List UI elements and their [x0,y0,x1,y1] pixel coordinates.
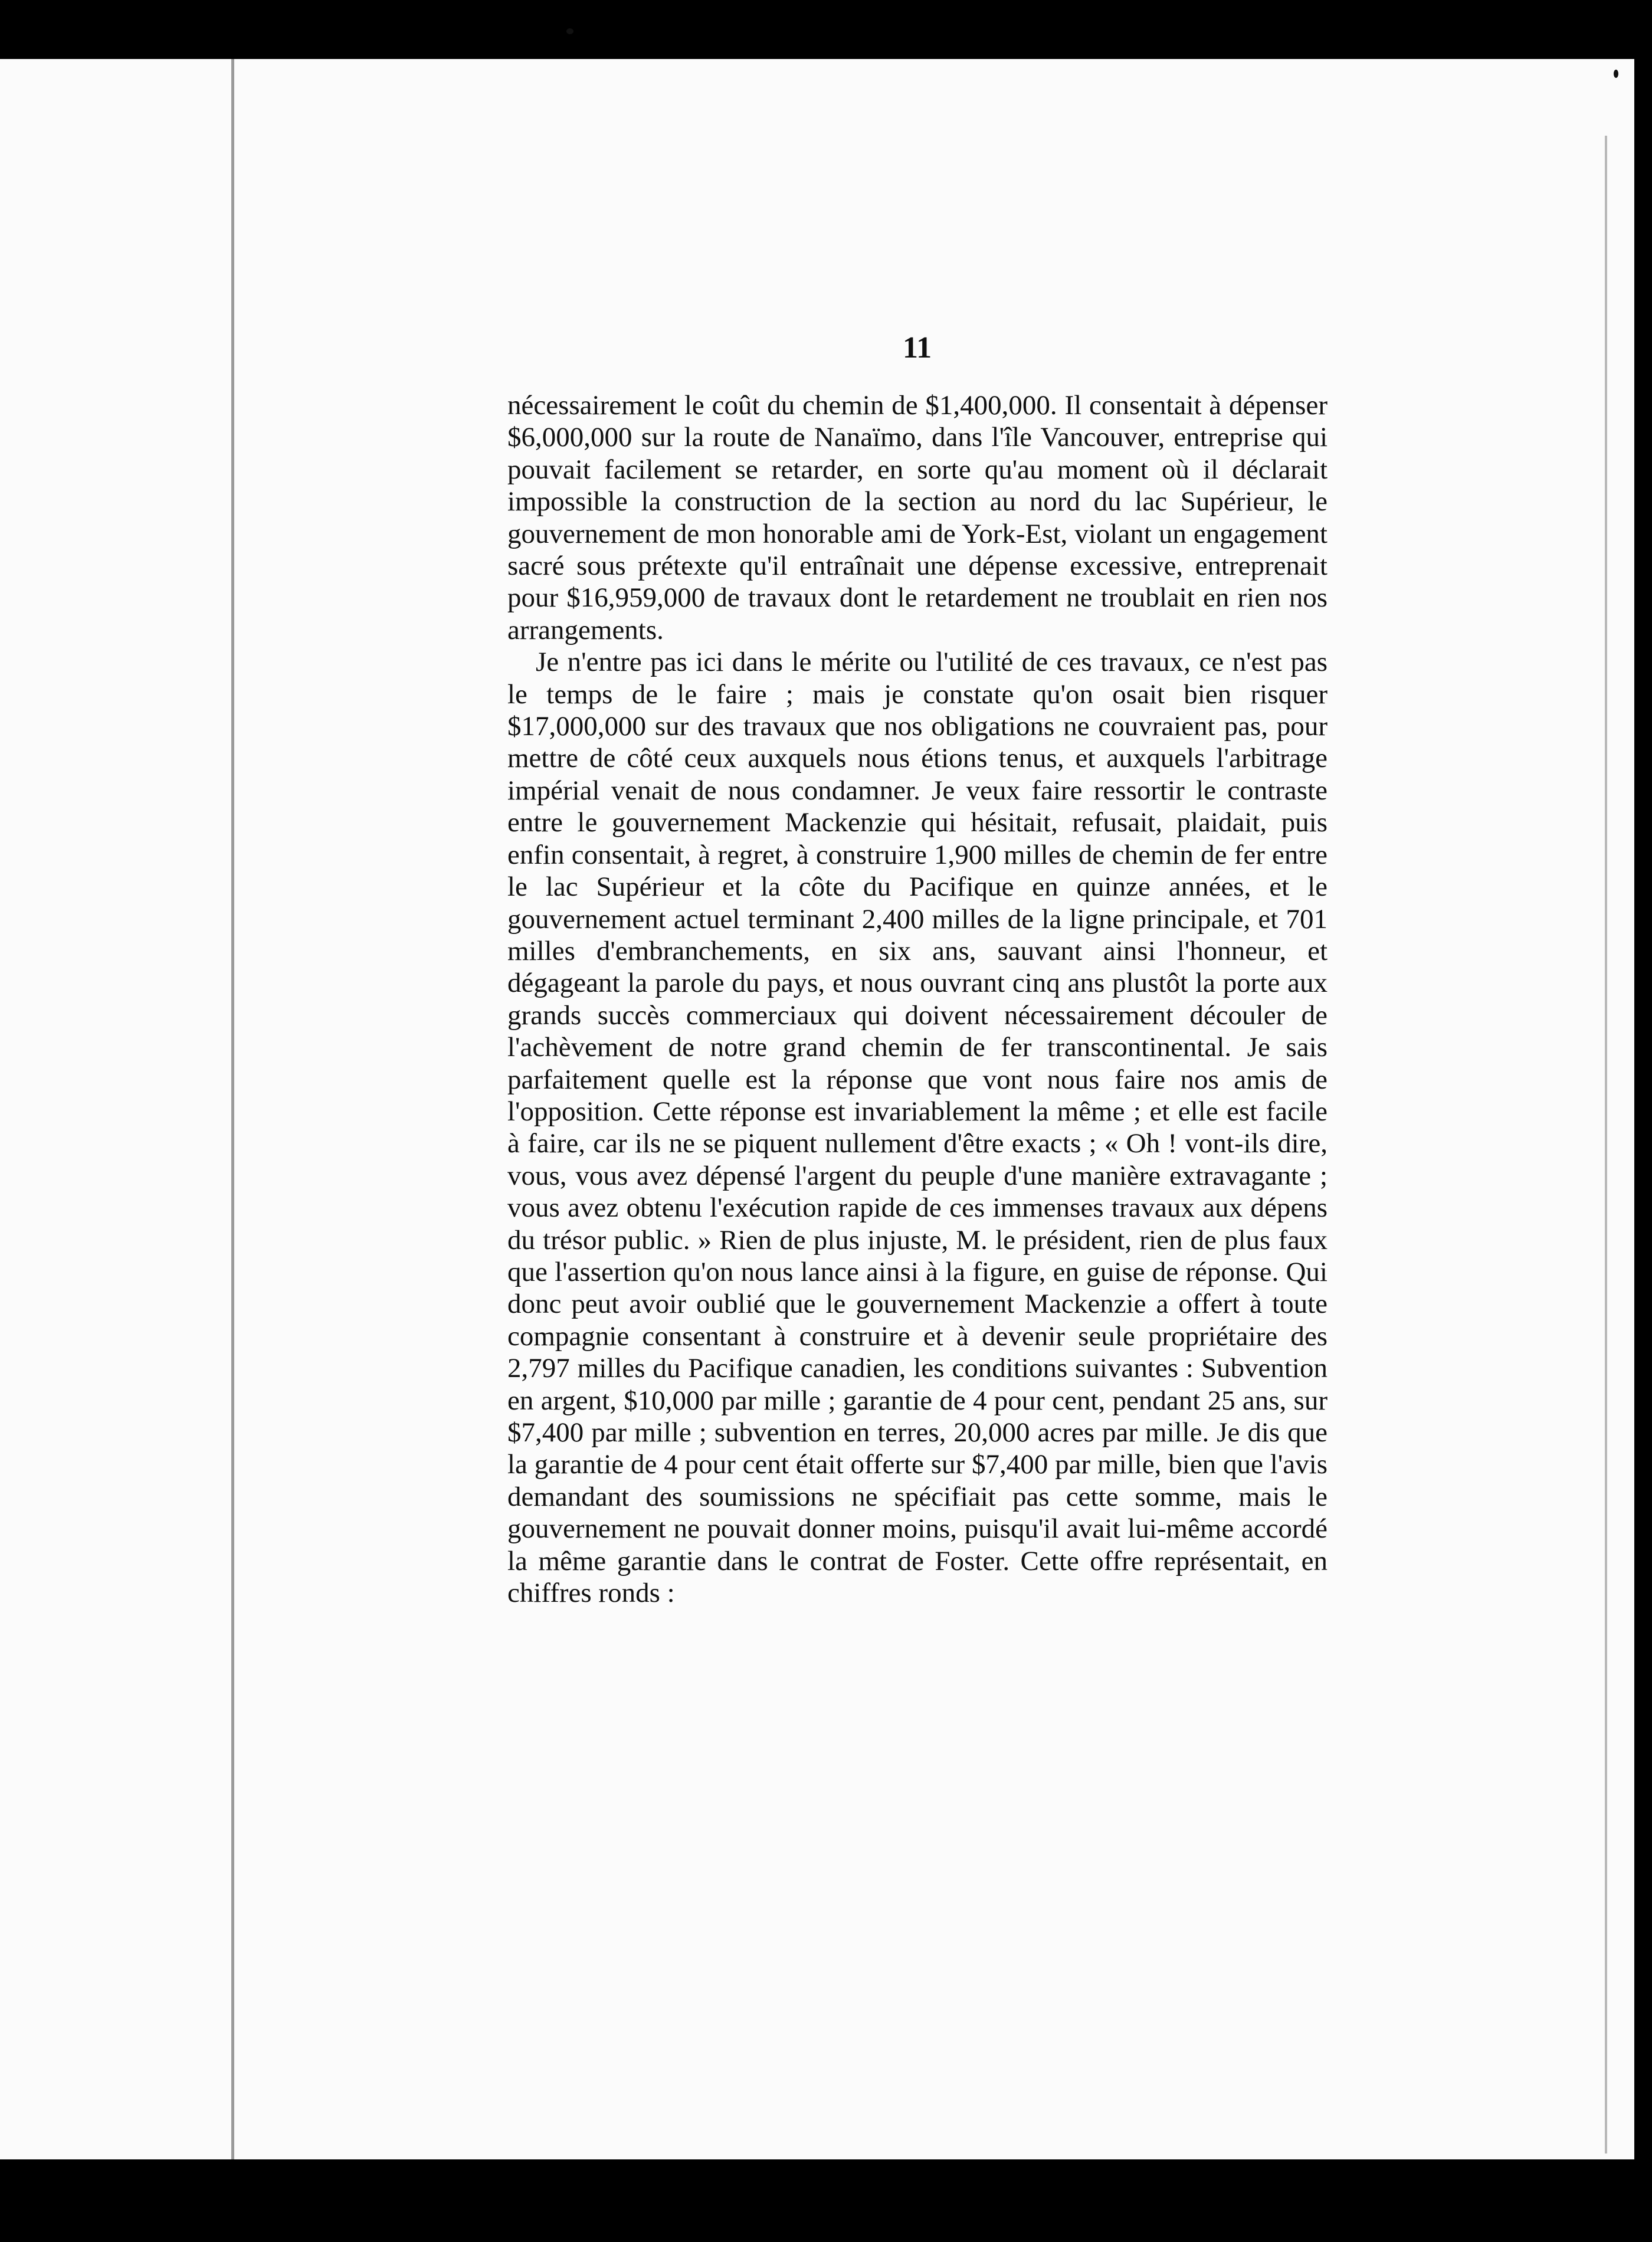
body-text [507,389,1328,1609]
scan-speck [1614,70,1618,78]
paragraph-2: Je n'entre pas ici dans le mérite ou l'utilité de ces travaux, ce n'est pas le temps de le faire ; mais je constate qu'on osait bien risquer $17,000,000 sur des travaux que nos obligations ne couvraient pas, pour mettre de côté ceux auxquels nous étions tenus, et auxquels l'arbitrage impérial venait de nous condamner. Je veux faire ressortir le contraste entre le gouvernement Mackenzie qui hésitait, refusait, plaidait, puis enfin consentait, à regret, à construire 1,900 milles de chemin de fer entre le lac Supérieur et la côte du Pacifique en quinze années, et le gouvernement actuel terminant 2,400 milles de la ligne principale, et 701 milles d'embranchements, en six ans, sauvant ainsi l'honneur, et dégageant la parole du pays, et nous ouvrant cinq ans plustôt la porte aux grands succès commerciaux qui doivent nécessairement découler de l'achèvement de notre grand chemin de fer transcontinental. Je sais parfaitement quelle est la réponse que vont nous faire nos amis de l'opposition. Cette réponse est invariablement la même ; et elle est facile à faire, car ils ne se piquent nullement d'être exacts ; « Oh ! vont-ils dire, vous, vous avez dépensé l'argent du peuple d'une manière extravagante ; vous avez obtenu l'exécution rapide de ces immenses travaux aux dépens du trésor public. » Rien de plus injuste, M. le président, rien de plus faux que l'assertion qu'on nous lance ainsi à la figure, en guise de réponse. Qui donc peut avoir oublié que le gouvernement Mackenzie a offert à toute compagnie consentant à construire et à devenir seule propriétaire des 2,797 milles du Pacifique canadien, les conditions suivantes : Subvention en argent, $10,000 par mille ; garantie de 4 pour cent, pendant 25 ans, sur $7,400 par mille ; subvention en terres, 20,000 acres par mille. Je dis que la garantie de 4 pour cent était offerte sur $7,400 par mille, bien que l'avis demandant des soumissions ne spécifiait pas cette somme, mais le gouvernement ne pouvait donner moins, puisqu'il avait lui-même accordé la même garantie dans le contrat de Foster. Cette offre représentait, en chiffres ronds : [507,647,1328,1609]
scan-speck [566,28,573,34]
page-fold-line [231,59,234,2159]
paragraph-1: nécessairement le coût du chemin de $1,400,000. Il consentait à dépenser $6,000,000 sur la route de Nanaïmo, dans l'île Vancouver, entreprise qui pouvait facilement se retarder, en sorte qu'au moment où il déclarait impossible la construction de la section au nord du lac Supérieur, le gouvernement de mon honorable ami de York-Est, violant un engagement sacré sous prétexte qu'il entraînait une dépense excessive, entreprenait pour $16,959,000 de travaux dont le retardement ne troublait en rien nos arrangements. [507,390,1328,645]
page-right-edge [1605,136,1607,2154]
page-number: 11 [903,331,932,365]
